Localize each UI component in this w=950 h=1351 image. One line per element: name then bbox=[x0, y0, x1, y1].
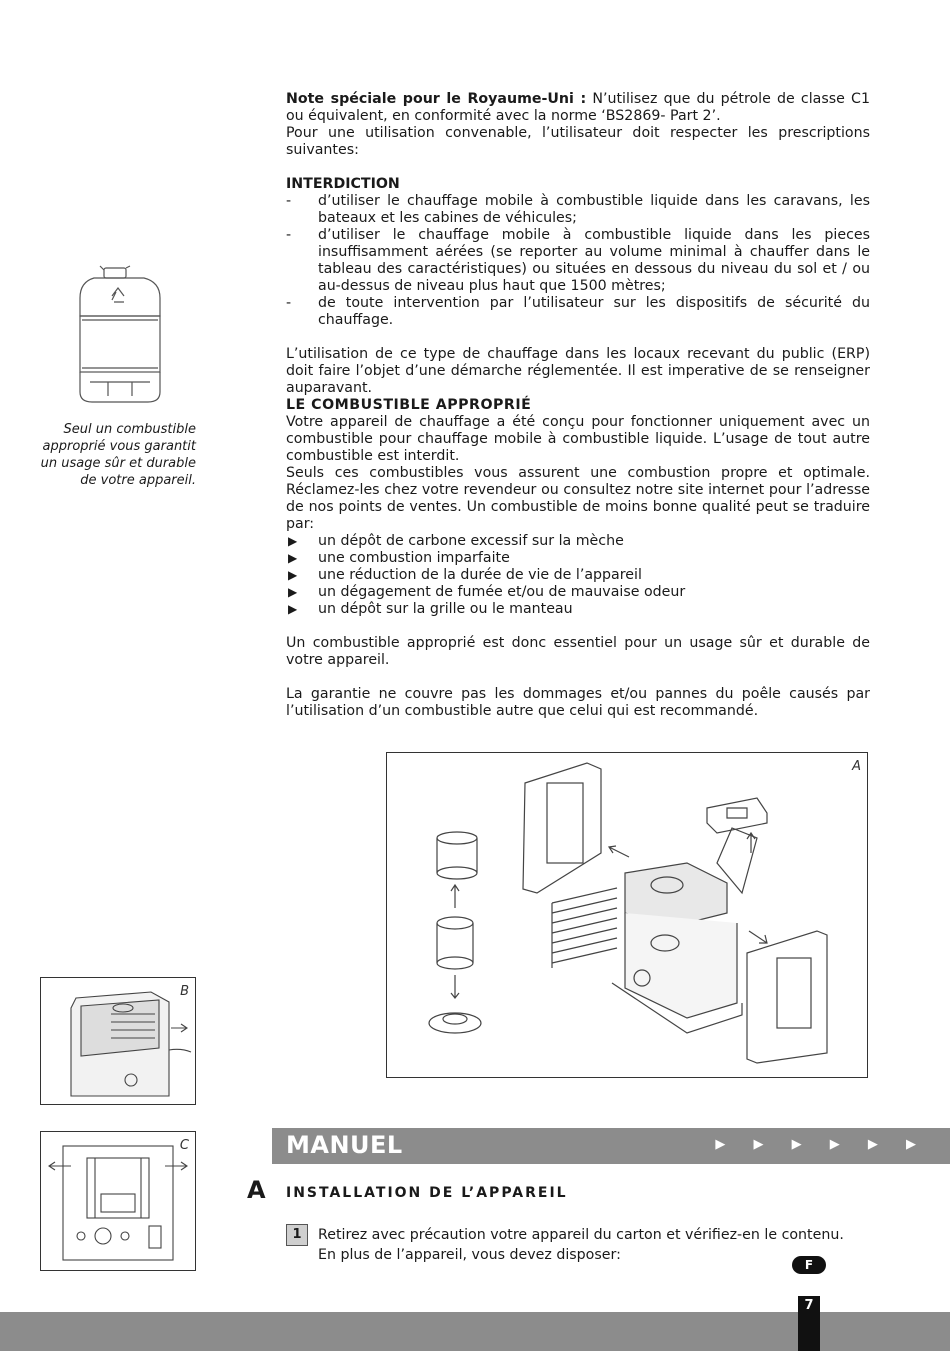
warranty-paragraph: La garantie ne couvre pas les dommages et/ou pannes du poêle causés par l’utilisation d’un combustible autre que celui qui est recommandé. bbox=[286, 686, 870, 719]
interdiction-item: - d’utiliser le chauffage mobile à combustible liquide dans les caravans, les bateaux et les cabines de véhicules; bbox=[286, 193, 870, 226]
manuel-banner bbox=[272, 1128, 950, 1164]
language-badge: F bbox=[792, 1256, 826, 1274]
fuel-list-item: ▶ un dégagement de fumée et/ou de mauvaise odeur bbox=[288, 584, 686, 600]
step-line-2: En plus de l’appareil, vous devez disposer: bbox=[318, 1247, 621, 1263]
uk-note: Note spéciale pour le Royaume-Uni : N’utilisez que du pétrole de classe C1 ou équivalent, en conformité avec la norme ‘BS2869- Part 2’. bbox=[286, 91, 870, 124]
figure-a-label: A bbox=[852, 759, 861, 774]
fuel-paragraph-3: Un combustible approprié est donc essentiel pour un usage sûr et durable de votre appareil. bbox=[286, 635, 870, 668]
banner-arrows: ▶ ▶ ▶ ▶ ▶ ▶ bbox=[715, 1137, 928, 1152]
interdiction-title: INTERDICTION bbox=[286, 176, 400, 192]
figure-b-label: B bbox=[180, 984, 189, 999]
fuel-container-illustration bbox=[74, 262, 168, 410]
stove-grill-removal-diagram bbox=[41, 978, 195, 1104]
fuel-list-item: ▶ une combustion imparfaite bbox=[288, 550, 510, 566]
erp-paragraph: L’utilisation de ce type de chauffage dans les locaux recevant du public (ERP) doit faire l’objet d’une démarche réglementée. Il est imperative de se renseigner auparavant. bbox=[286, 346, 870, 396]
figure-c bbox=[40, 1131, 196, 1271]
fuel-heading: LE COMBUSTIBLE APPROPRIÉ bbox=[286, 397, 532, 413]
exploded-view-diagram bbox=[387, 753, 867, 1077]
step-line-1: Retirez avec précaution votre appareil du carton et vérifiez-en le contenu. bbox=[318, 1227, 844, 1243]
figure-a bbox=[386, 752, 868, 1078]
fuel-caption: Seul un combustible approprié vous garantit un usage sûr et durable de votre appareil. bbox=[40, 422, 196, 488]
interdiction-item: - d’utiliser le chauffage mobile à combustible liquide dans les pieces insuffisamment aérées (se reporter au volume minimal à chauffer dans le tableau des caractéristiques) ou situées en dessous du niveau du sol et / ou au-dessus de niveau plus haut que 1500 mètres; bbox=[286, 227, 870, 294]
fuel-paragraph-1: Votre appareil de chauffage a été conçu pour fonctionner uniquement avec un combustible pour chauffage mobile à combustible liquide. L’usage de tout autre combustible est interdit. bbox=[286, 414, 870, 464]
page-number: 7 bbox=[798, 1296, 820, 1351]
section-letter: A bbox=[247, 1176, 266, 1204]
banner-title: MANUEL bbox=[286, 1131, 403, 1159]
usage-intro: Pour une utilisation convenable, l’utilisateur doit respecter les prescriptions suivantes: bbox=[286, 125, 870, 158]
main-text-column bbox=[286, 91, 870, 720]
stove-front-diagram bbox=[41, 1132, 195, 1270]
step-number-badge: 1 bbox=[286, 1224, 308, 1246]
fuel-list-item: ▶ un dépôt sur la grille ou le manteau bbox=[288, 601, 573, 617]
fuel-list-item: ▶ un dépôt de carbone excessif sur la mèche bbox=[288, 533, 624, 549]
section-title: INSTALLATION DE L’APPAREIL bbox=[286, 1185, 568, 1201]
figure-c-label: C bbox=[179, 1138, 189, 1153]
figure-b bbox=[40, 977, 196, 1105]
fuel-list-item: ▶ une réduction de la durée de vie de l’appareil bbox=[288, 567, 642, 583]
fuel-paragraph-2: Seuls ces combustibles vous assurent une combustion propre et optimale. Réclamez-les chez votre revendeur ou consultez notre site internet pour l’adresse de nos points de ventes. Un combustible de moins bonne qualité peut se traduire par: bbox=[286, 465, 870, 532]
interdiction-item: - de toute intervention par l’utilisateur sur les dispositifs de sécurité du chauffage. bbox=[286, 295, 870, 328]
